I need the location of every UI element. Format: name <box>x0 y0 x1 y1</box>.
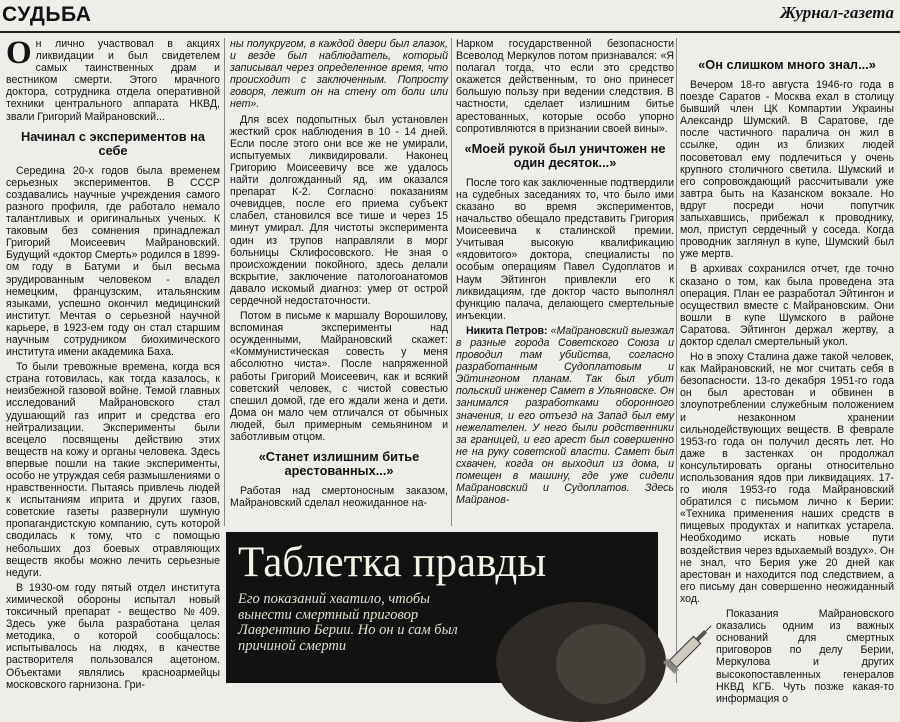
header-rule <box>0 31 900 33</box>
paragraph: Но в эпоху Сталина даже такой человек, как Майрановский, не мог считать себя в безопасности. 13-го декабря 1951-го года он был арестован и обвинен в злоупотреблении служебным положением и незаконном хранении сильнодействующих веществ. В феврале 1953-го года он получил десять лет. Но даже в застенках он продолжал консультировать органы относительно использования ядов при ликвидациях. 17-го июля 1953-го года Майрановский обратился с письмом лично к Берии: «Техника применения наших средств в пищевых продуктах и напитках устарела. Необходимо искать новые пути воздействия через вдыхаемый воздух». Он не знал, что Берия уже 20 дней как арестован и находится под следствием, а его письму дан совершенно неожиданный ход. <box>680 351 894 605</box>
quote-author: Никита Петров: <box>466 324 548 337</box>
paragraph: Вечером 18-го августа 1946-го года в поезде Саратов - Москва ехал в столицу бывший член ЦК Компартии Украины Александр Шумский. В Саратове, где после частичного паралича он жил в ссылке, один из близких людей посоветовал ему подлечиться у очень крупного столичного светила. Шумский и его сопровождающий рассчитывали уже завтра быть на Казанском вокзале. Но вдруг посреди ночи попутчик запыхавшись, прибежал к проводнику, мол, приступ сердечный у соседа. Когда проводник заглянул в купе, Шумский был уже мертв. <box>680 79 894 261</box>
rubric-title: СУДЬБА <box>2 3 92 26</box>
syringe-icon <box>660 612 720 682</box>
subheading: «Станет излишним битье арестованных...» <box>258 449 420 479</box>
paragraph: Середина 20-х годов была временем серьезных экспериментов. В СССР создавались научные учреждения самого разного профиля, где работало немало талантливых и оригинальных ученых. К таковым без сомнения принадлежал Григорий Моисеевич Майрановский. Будущий «доктор Смерть» родился в 1899-ом году в Батуми и был весьма эрудированным человеком - владел немецким, французским, итальянским языками, успешно окончил медицинский институт. Мечтая о серьезной научной карьере, в 1923-ем году он стал старшим научным сотрудником биохимического института имени академика Баха. <box>6 164 220 359</box>
promo-banner <box>226 532 658 683</box>
lead-paragraph <box>6 35 220 123</box>
portrait-photo-highlight <box>556 624 646 704</box>
paragraph: После того как заключенные подтвердили на судебных заседаниях то, что было ими сказано во время экспериментов, начальство обещало представить Григория Моисеевича к сталинской премии. Учитывая высокую квалификацию «ядовитого» доктора, специалисты по особым операциям Павел Судоплатов и Наум Эйтингон привлекли его к ликвидациям, где доктор часто выполнял функцию палача, делающего смертельные инъекции. <box>456 176 674 322</box>
paragraph: В 1930-ом году пятый отдел института химической обороны испытал новый токсичный препарат - вещество №409. Здесь уже была разработана целая методика, о которой сообщалось: испытывалось на людях, в качестве растворителя пользовался ацетоном. Объектами являлись красноармейцы московского гарнизона. Гри- <box>6 581 220 691</box>
subheading: «Моей рукой был уничтожен не один десяток...» <box>464 140 666 170</box>
column-divider <box>224 38 225 526</box>
article-column-2 <box>230 38 448 528</box>
lead-text: н лично участвовал в акциях ликвидации и был свидетелем самых таинственных драм и вестником смерти. Этого мрачного доктора, сотрудника отдела оперативной техники центрального аппарата НКВД, звали Григорий Майрановский... <box>6 38 220 123</box>
paragraph: Показания Майрановского оказались одним из важных оснований для смертных приговоров по делу Берии, Меркулова и других высокопоставленных генералов НКВД КГБ. Чуть позже какая-то информация о <box>716 608 894 705</box>
paragraph: Нарком государственной безопасности Всеволод Меркулов потом признавался: «Я полагал тогда, что если это средство окажется действенным, то оно принесет большую пользу при ведении следствия. В частности, сделает излишним битье арестованных, которые особо упорно сопротивляются в признании своей вины». <box>456 38 674 135</box>
subheading: «Он слишком много знал...» <box>698 57 876 72</box>
paragraph: Работая над смертоносным заказом, Майрановский сделал неожиданное на- <box>230 485 448 510</box>
paragraph: ны полукругом, в каждой двери был глазок, и везде был наблюдатель, который записывал через определенное время, что происходит с заключенным. Попросту говоря, лежит он на стену от боли или нет». <box>230 38 448 111</box>
quote-paragraph <box>456 325 674 506</box>
paragraph: В архивах сохранился отчет, где точно сказано о том, как была проведена эта операция. План ее разработал Эйтингон и осуществил вместе с Майрановским. Они вошли в купе Шумского в районе Саратова. Эйтингон держал жертву, а доктор сделал смертельный укол. <box>680 263 894 348</box>
column-divider <box>451 38 452 526</box>
paragraph: Для всех подопытных был установлен жесткий срок наблюдения в 10 - 14 дней. Если после этого они все же не умирали, испытуемых ликвидировали. Наконец Григорию Моисеевичу все же удалось найти долгожданный яд, им оказался препарат К-2. Согласно показаниям очевидцев, после его приема субъект слабел, становился все тише и через 15 минут умирал. Для чистоты эксперимента один из трупов направляли в морг больницы Склифосовского. Не зная о происхождении покойного, здесь делали вскрытие, заключение патологоанатомов давало искомый диагноз: умер от острой сердечной недостаточности. <box>230 113 448 307</box>
column-divider <box>676 38 677 683</box>
drop-cap: О <box>6 35 32 71</box>
paragraph: То были тревожные времена, когда вся страна готовилась, как тогда казалось, к неизбежной газовой войне. Темой главных исследований Майрановского стал удушающий газ иприт и средства его нейтрализации. Эксперименты были всецело посвящены действию этих веществ на кожу и органы человека. Здесь впервые пошли на такие эксперименты, особо не утруждая себя размышлениями о нравственности. Пытаясь привлечь людей к испытаниям иприта и других газов, советские газеты развернули шумную пропагандистскую компанию, суть которой сводилась к тому, что с помощью небольших доз боевых отравляющих веществ якобы можно лечить серьезные недуги. <box>6 361 220 579</box>
paragraph: Потом в письме к маршалу Ворошилову, вспоминая эксперименты над осужденными, Майрановский скажет: «Коммунистическая совесть у меня абсолютно чиста». После напряженной работы Григорий Моисеевич, как и всякий советский человек, с чистой совестью спешил домой, где его ждали жена и дети. Дома он мало чем отличался от обычных людей, был примерным семьянином и заботливым отцом. <box>230 310 448 443</box>
newspaper-logo: Журнал-газета <box>780 3 894 22</box>
promo-subtitle: Его показаний хватило, чтобы вынести смертный приговор Лаврентию Берии. Но он и сам был причиной смерти <box>238 591 458 654</box>
article-column-1 <box>6 35 220 691</box>
page-header <box>0 0 900 34</box>
quote-text: «Майрановский выезжал в разные города Советского Союза и проводил там убийства, согласно разработанным Судоплатовым и Эйтингоном планам. Так был убит польский инженер Самет в Ульяновске. Он занимался разработками оборонного значения, и его отъезд на Запад был ему нежелателен. У него были родственники за границей, и его арест был совершенно не на руку советской власти. Самет был схвачен, когда он выходил из дома, и помещен в машину, где уже сидели Майрановский и Судоплатов. Здесь Майранов- <box>456 324 675 507</box>
promo-title: Таблетка правды <box>238 539 547 586</box>
article-column-4 <box>680 38 894 705</box>
article-column-3 <box>456 38 674 528</box>
subheading: Начинал с экспериментов на себе <box>21 128 205 158</box>
